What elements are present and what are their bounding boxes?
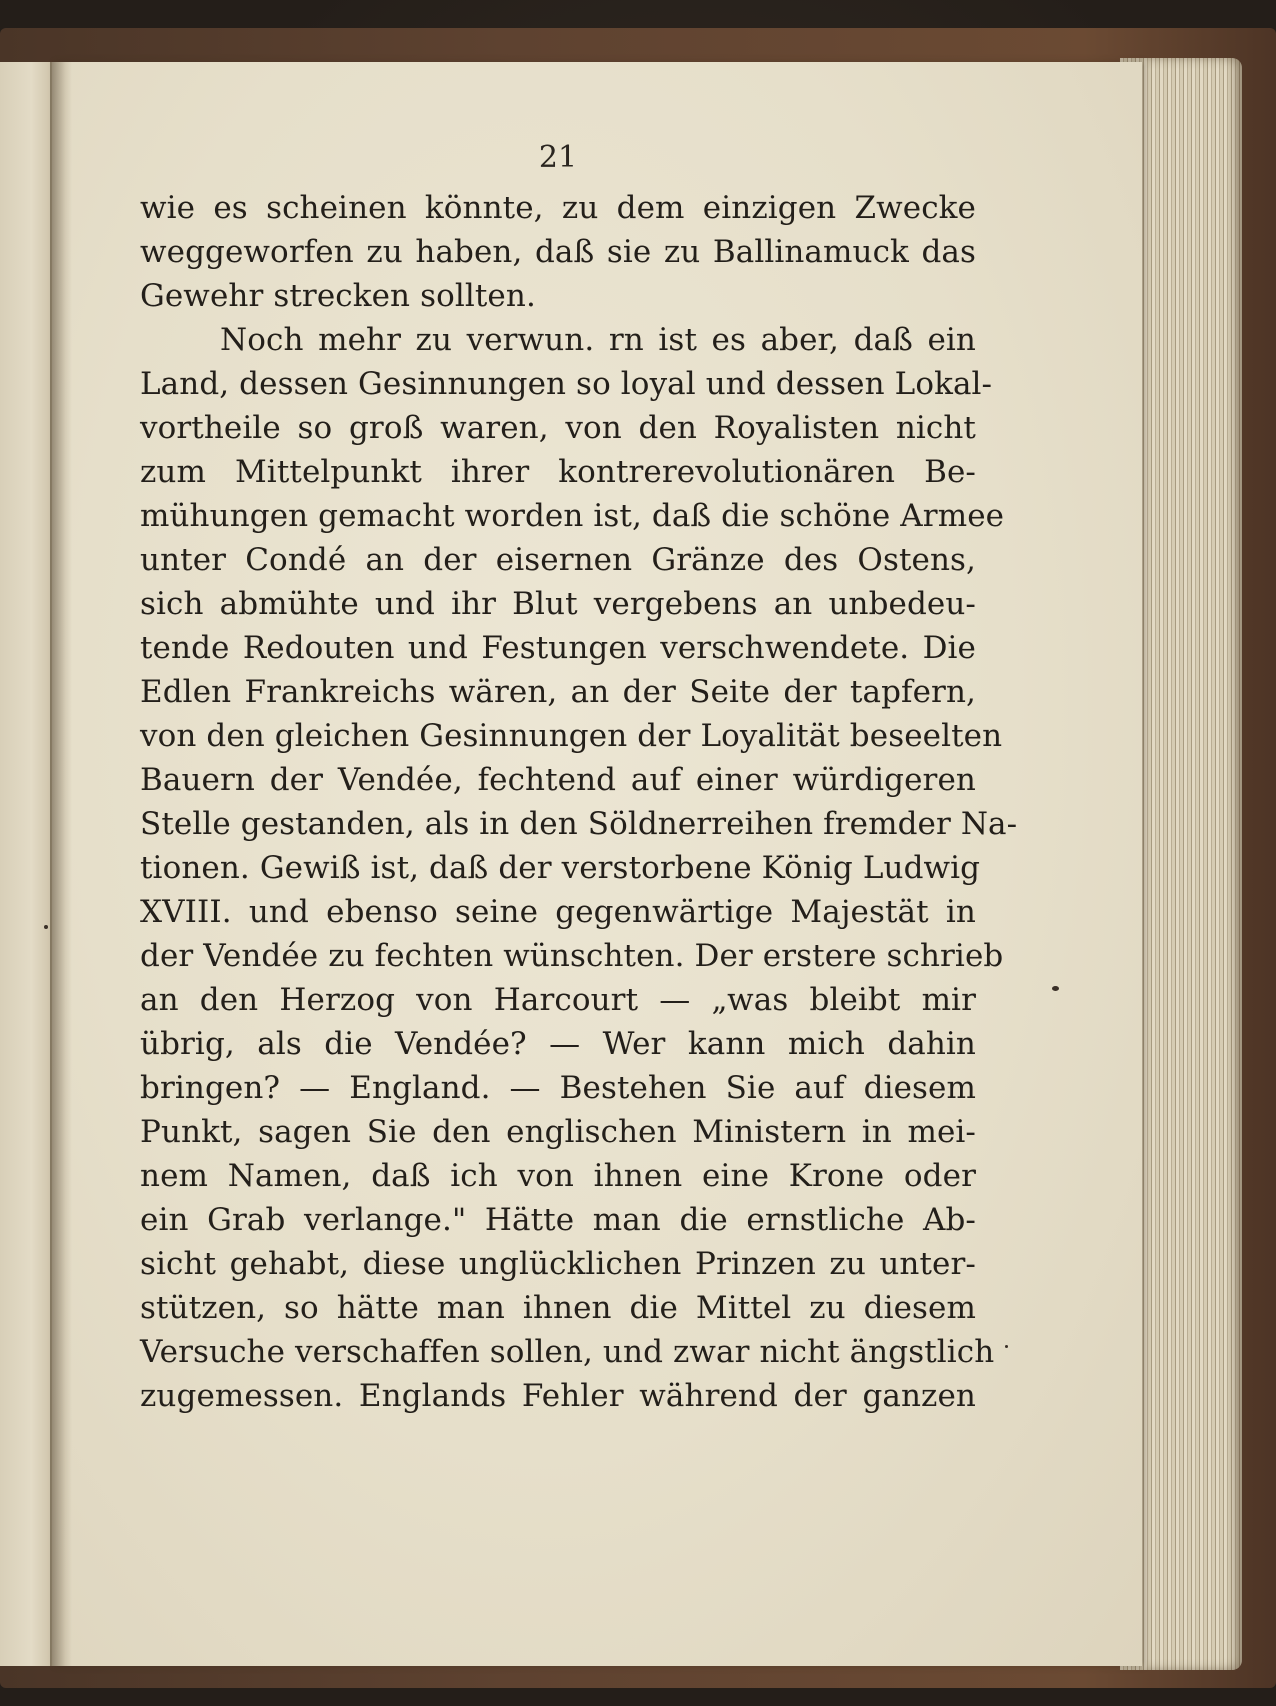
left-facing-page (0, 62, 54, 1666)
text-line: Gewehr strecken sollten. (140, 278, 536, 314)
text-line: wie es scheinen könnte, zu dem einzigen Zwecke (140, 190, 976, 226)
text-line: tende Redouten und Festungen verschwendete. Die (140, 630, 976, 666)
page-number: 21 (538, 140, 578, 175)
text-line: an den Herzog von Harcourt — „was bleibt mir (140, 982, 976, 1018)
paper-speck (1005, 1345, 1008, 1348)
text-line: übrig, als die Vendée? — Wer kann mich dahin (140, 1026, 976, 1062)
text-line: nem Namen, daß ich von ihnen eine Krone oder (140, 1158, 976, 1194)
paper-speck (1052, 986, 1059, 991)
text-line: zugemessen. Englands Fehler während der ganzen (140, 1378, 976, 1414)
text-line: tionen. Gewiß ist, daß der verstorbene König Ludwig (140, 850, 981, 886)
text-line: Punkt, sagen Sie den englischen Ministern in mei- (140, 1114, 976, 1150)
text-line: Bauern der Vendée, fechtend auf einer würdigeren (140, 762, 976, 798)
text-line: weggeworfen zu haben, daß sie zu Ballinamuck das (140, 234, 976, 270)
text-line: Stelle gestanden, als in den Söldnerreihen fremder Na- (140, 806, 1018, 842)
text-line: zum Mittelpunkt ihrer kontrerevolutionären Be- (140, 454, 976, 490)
text-line: ein Grab verlange." Hätte man die ernstliche Ab- (140, 1202, 976, 1238)
text-line: von den gleichen Gesinnungen der Loyalität beseelten (140, 718, 1003, 754)
text-line: der Vendée zu fechten wünschten. Der erstere schrieb (140, 938, 1004, 974)
text-line: Edlen Frankreichs wären, an der Seite der tapfern, (140, 674, 976, 710)
text-line: Land, dessen Gesinnungen so loyal und dessen Lokal- (140, 366, 993, 402)
text-line: vortheile so groß waren, von den Royalisten nicht (140, 410, 976, 446)
text-line: bringen? — England. — Bestehen Sie auf diesem (140, 1070, 976, 1106)
text-line: sicht gehabt, diese unglücklichen Prinzen zu unter- (140, 1246, 976, 1282)
text-line: stützen, so hätte man ihnen die Mittel zu diesem (140, 1290, 976, 1326)
text-line: XVIII. und ebenso seine gegenwärtige Majestät in (140, 894, 976, 930)
gutter-shadow (50, 62, 72, 1666)
text-line: unter Condé an der eisernen Gränze des Ostens, (140, 542, 976, 578)
text-line: Noch mehr zu verwun. rn ist es aber, daß ein (220, 322, 976, 358)
paper-speck (44, 925, 48, 929)
text-line: sich abmühte und ihr Blut vergebens an unbedeu- (140, 586, 976, 622)
body-text (140, 186, 1018, 1418)
text-line: Versuche verschaffen sollen, und zwar nicht ängstlich (140, 1334, 995, 1370)
text-line: mühungen gemacht worden ist, daß die schöne Armee (140, 498, 1005, 534)
